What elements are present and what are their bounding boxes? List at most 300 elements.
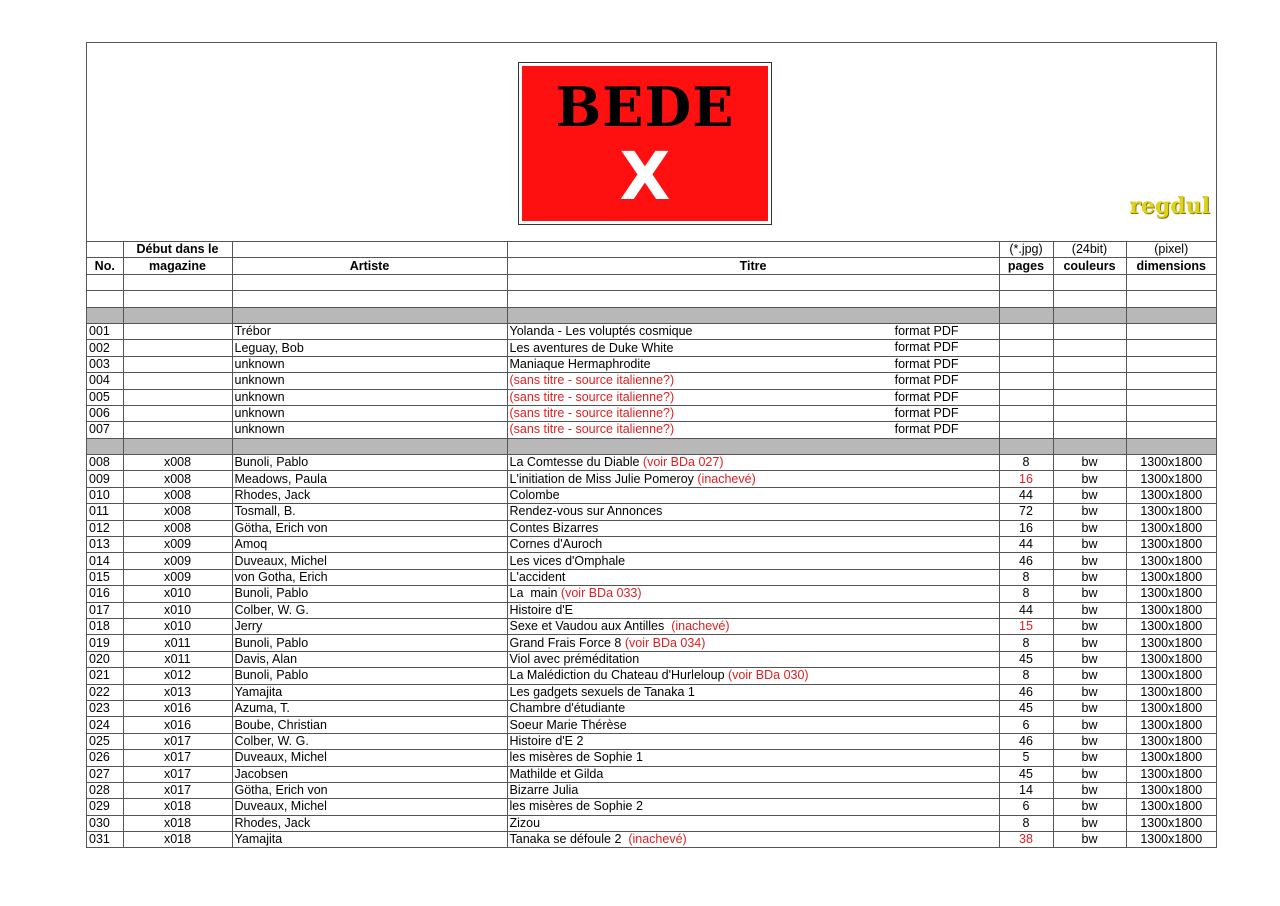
title-text: Mathilde et Gilda	[509, 766, 604, 781]
cell-title	[507, 684, 999, 700]
table-row	[87, 799, 1216, 815]
table-row	[87, 782, 1216, 798]
table-row	[87, 553, 1216, 569]
cell-magazine: x010	[123, 602, 232, 618]
cell-magazine: x018	[123, 799, 232, 815]
cell-artist: Yamajita	[232, 684, 507, 700]
cell-artist: Rhodes, Jack	[232, 487, 507, 503]
table-row	[87, 635, 1216, 651]
cell-no: 009	[87, 471, 123, 487]
cell-artist: Trébor	[232, 323, 507, 339]
empty-cell	[123, 307, 232, 323]
table-row	[87, 717, 1216, 733]
cell-artist: Bunoli, Pablo	[232, 455, 507, 471]
cell-artist: unknown	[232, 373, 507, 389]
title-text: Grand Frais Force 8	[509, 635, 625, 650]
cell-no: 011	[87, 504, 123, 520]
cell-magazine: x017	[123, 766, 232, 782]
cell-title	[507, 766, 999, 782]
cell-title	[507, 618, 999, 634]
cell-dimensions: 1300x1800	[1126, 750, 1216, 766]
title-text: les misères de Sophie 1	[509, 750, 643, 765]
format-label: format PDF	[894, 373, 959, 388]
title-note: (voir BDa 034)	[624, 635, 706, 650]
cell-no: 007	[87, 422, 123, 438]
cell-magazine: x018	[123, 815, 232, 831]
cell-artist: Bunoli, Pablo	[232, 668, 507, 684]
logo-title: BEDE	[555, 75, 735, 139]
cell-dimensions: 1300x1800	[1126, 651, 1216, 667]
cell-magazine	[123, 340, 232, 356]
empty-cell	[1126, 274, 1216, 290]
cell-no: 005	[87, 389, 123, 405]
cell-colors: bw	[1053, 766, 1126, 782]
cell-dimensions: 1300x1800	[1126, 733, 1216, 749]
cell-magazine: x008	[123, 520, 232, 536]
cell-magazine: x018	[123, 832, 232, 848]
table-row	[87, 504, 1216, 520]
cell-no: 017	[87, 602, 123, 618]
cell-pages: 6	[999, 717, 1053, 733]
cell-no: 004	[87, 373, 123, 389]
empty-cell	[1053, 438, 1126, 454]
empty-cell	[87, 291, 123, 307]
cell-artist: Bunoli, Pablo	[232, 635, 507, 651]
cell-colors: bw	[1053, 455, 1126, 471]
cell-dimensions: 1300x1800	[1126, 553, 1216, 569]
format-label: format PDF	[894, 405, 959, 420]
cell-artist: Boube, Christian	[232, 717, 507, 733]
header-artist	[232, 242, 507, 258]
cell-magazine: x016	[123, 717, 232, 733]
cell-dimensions: 1300x1800	[1126, 700, 1216, 716]
format-label: format PDF	[894, 323, 959, 338]
cell-dimensions: 1300x1800	[1126, 717, 1216, 733]
title-text: La Malédiction du Chateau d'Hurleloup	[509, 668, 728, 683]
header-no: No.	[87, 258, 123, 274]
cell-pages: 44	[999, 537, 1053, 553]
cell-dimensions: 1300x1800	[1126, 766, 1216, 782]
cell-magazine: x009	[123, 553, 232, 569]
cell-no: 025	[87, 733, 123, 749]
title-text: (sans titre - source italienne?)	[509, 406, 675, 421]
empty-cell	[507, 274, 999, 290]
empty-cell	[87, 438, 123, 454]
cell-dimensions: 1300x1800	[1126, 487, 1216, 503]
cell-pages: 46	[999, 553, 1053, 569]
cell-artist: Bunoli, Pablo	[232, 586, 507, 602]
cell-dimensions: 1300x1800	[1126, 815, 1216, 831]
cell-title	[507, 487, 999, 503]
cell-colors: bw	[1053, 520, 1126, 536]
cell-title	[507, 455, 999, 471]
cell-magazine: x011	[123, 635, 232, 651]
title-text: Histoire d'E 2	[509, 733, 584, 748]
cell-colors: bw	[1053, 750, 1126, 766]
cell-artist: von Gotha, Erich	[232, 569, 507, 585]
table-row	[87, 569, 1216, 585]
table-row	[87, 602, 1216, 618]
cell-magazine: x011	[123, 651, 232, 667]
empty-cell	[1053, 307, 1126, 323]
cell-pages: 45	[999, 651, 1053, 667]
cell-colors: bw	[1053, 569, 1126, 585]
table-row	[87, 520, 1216, 536]
cell-no: 016	[87, 586, 123, 602]
table-row	[87, 340, 1216, 356]
header-dimensions: dimensions	[1126, 258, 1216, 274]
header-magazine: magazine	[123, 258, 232, 274]
cell-title	[507, 799, 999, 815]
cell-colors	[1053, 373, 1126, 389]
cell-artist: Meadows, Paula	[232, 471, 507, 487]
header-dimensions: (pixel)	[1126, 242, 1216, 258]
cell-title	[507, 405, 999, 421]
cell-colors	[1053, 422, 1126, 438]
empty-cell	[123, 291, 232, 307]
empty-cell	[999, 307, 1053, 323]
cell-dimensions: 1300x1800	[1126, 471, 1216, 487]
cell-title	[507, 323, 999, 339]
table-row	[87, 618, 1216, 634]
table-row	[87, 323, 1216, 339]
cell-dimensions: 1300x1800	[1126, 635, 1216, 651]
cell-colors: bw	[1053, 815, 1126, 831]
cell-colors: bw	[1053, 799, 1126, 815]
cell-no: 024	[87, 717, 123, 733]
cell-dimensions	[1126, 373, 1216, 389]
cell-colors: bw	[1053, 586, 1126, 602]
title-text: Les aventures de Duke White	[509, 340, 674, 355]
empty-cell	[232, 307, 507, 323]
format-label: format PDF	[894, 422, 959, 437]
table-row	[87, 373, 1216, 389]
title-text: Tanaka se défoule 2	[509, 832, 629, 847]
cell-artist: Amoq	[232, 537, 507, 553]
cell-title	[507, 569, 999, 585]
cell-artist: Götha, Erich von	[232, 782, 507, 798]
cell-colors: bw	[1053, 668, 1126, 684]
cell-artist: Jerry	[232, 618, 507, 634]
cell-no: 028	[87, 782, 123, 798]
title-note: (voir BDa 033)	[560, 586, 642, 601]
title-text: (sans titre - source italienne?)	[509, 373, 675, 388]
cell-magazine: x010	[123, 618, 232, 634]
cell-dimensions: 1300x1800	[1126, 586, 1216, 602]
cell-dimensions: 1300x1800	[1126, 569, 1216, 585]
cell-artist: Götha, Erich von	[232, 520, 507, 536]
cell-pages: 6	[999, 799, 1053, 815]
title-text: (sans titre - source italienne?)	[509, 389, 675, 404]
title-text: Cornes d'Auroch	[509, 537, 603, 552]
cell-artist: Duveaux, Michel	[232, 553, 507, 569]
cell-pages: 16	[999, 520, 1053, 536]
empty-cell	[999, 291, 1053, 307]
cell-no: 014	[87, 553, 123, 569]
title-text: Viol avec préméditation	[509, 651, 640, 666]
table-row	[87, 422, 1216, 438]
title-text: (sans titre - source italienne?)	[509, 422, 675, 437]
title-text: Chambre d'étudiante	[509, 701, 626, 716]
cell-colors	[1053, 340, 1126, 356]
cell-pages: 72	[999, 504, 1053, 520]
cell-artist: Colber, W. G.	[232, 602, 507, 618]
cell-colors: bw	[1053, 553, 1126, 569]
cell-pages: 44	[999, 602, 1053, 618]
cell-dimensions: 1300x1800	[1126, 782, 1216, 798]
cell-magazine	[123, 389, 232, 405]
empty-cell	[507, 438, 999, 454]
cell-pages: 45	[999, 700, 1053, 716]
table-row	[87, 356, 1216, 372]
empty-cell	[1053, 291, 1126, 307]
cell-colors: bw	[1053, 684, 1126, 700]
cell-artist: Yamajita	[232, 832, 507, 848]
title-note: (inachevé)	[628, 832, 687, 847]
cell-dimensions: 1300x1800	[1126, 537, 1216, 553]
title-text: Contes Bizarres	[509, 520, 599, 535]
title-text: Maniaque Hermaphrodite	[509, 356, 651, 371]
table-row	[87, 487, 1216, 503]
catalog-table	[87, 242, 1216, 847]
cell-no: 001	[87, 323, 123, 339]
header-no	[87, 242, 123, 258]
cell-no: 023	[87, 700, 123, 716]
cell-no: 026	[87, 750, 123, 766]
cell-title	[507, 520, 999, 536]
table-row	[87, 651, 1216, 667]
cell-artist: Davis, Alan	[232, 651, 507, 667]
cell-colors	[1053, 356, 1126, 372]
cell-no: 020	[87, 651, 123, 667]
cell-dimensions: 1300x1800	[1126, 455, 1216, 471]
table-row	[87, 471, 1216, 487]
cell-title	[507, 373, 999, 389]
cell-no: 006	[87, 405, 123, 421]
cell-magazine: x017	[123, 733, 232, 749]
cell-title	[507, 471, 999, 487]
empty-cell	[87, 274, 123, 290]
cell-colors: bw	[1053, 504, 1126, 520]
cell-artist: Tosmall, B.	[232, 504, 507, 520]
cell-title	[507, 651, 999, 667]
empty-cell	[123, 274, 232, 290]
cell-pages: 8	[999, 586, 1053, 602]
cell-artist: Leguay, Bob	[232, 340, 507, 356]
cell-no: 012	[87, 520, 123, 536]
empty-cell	[999, 438, 1053, 454]
cell-title	[507, 733, 999, 749]
cell-pages: 46	[999, 684, 1053, 700]
cell-colors: bw	[1053, 782, 1126, 798]
cell-magazine: x012	[123, 668, 232, 684]
cell-magazine: x017	[123, 750, 232, 766]
table-row	[87, 766, 1216, 782]
cell-title	[507, 537, 999, 553]
header-title: Titre	[507, 258, 999, 274]
cell-artist: Duveaux, Michel	[232, 750, 507, 766]
cell-pages: 8	[999, 815, 1053, 831]
table-row	[87, 405, 1216, 421]
cell-title	[507, 504, 999, 520]
header-pages: (*.jpg)	[999, 242, 1053, 258]
cell-dimensions: 1300x1800	[1126, 602, 1216, 618]
empty-cell	[232, 438, 507, 454]
cell-colors: bw	[1053, 618, 1126, 634]
cell-artist: unknown	[232, 389, 507, 405]
cell-magazine: x008	[123, 455, 232, 471]
cell-colors: bw	[1053, 602, 1126, 618]
empty-cell	[1126, 438, 1216, 454]
cell-magazine: x013	[123, 684, 232, 700]
cell-pages	[999, 356, 1053, 372]
cell-dimensions	[1126, 356, 1216, 372]
bede-x-logo	[518, 62, 772, 225]
cell-magazine: x008	[123, 487, 232, 503]
title-note: (inachevé)	[671, 619, 730, 634]
cell-dimensions	[1126, 340, 1216, 356]
cell-magazine: x010	[123, 586, 232, 602]
cell-colors: bw	[1053, 700, 1126, 716]
table-row	[87, 389, 1216, 405]
header-title	[507, 242, 999, 258]
cell-pages: 38	[999, 832, 1053, 848]
empty-cell	[87, 307, 123, 323]
format-label: format PDF	[894, 356, 959, 371]
cell-magazine	[123, 422, 232, 438]
cell-pages	[999, 422, 1053, 438]
empty-cell	[1053, 274, 1126, 290]
header-row2	[87, 258, 1216, 274]
cell-title	[507, 602, 999, 618]
cell-no: 027	[87, 766, 123, 782]
table-row	[87, 586, 1216, 602]
cell-dimensions: 1300x1800	[1126, 799, 1216, 815]
cell-pages: 8	[999, 635, 1053, 651]
cell-artist: Colber, W. G.	[232, 733, 507, 749]
cell-magazine: x009	[123, 569, 232, 585]
cell-dimensions: 1300x1800	[1126, 832, 1216, 848]
cell-pages: 8	[999, 569, 1053, 585]
empty-row	[87, 291, 1216, 307]
title-note: (voir BDa 030)	[728, 668, 809, 683]
cell-no: 013	[87, 537, 123, 553]
title-text: Les gadgets sexuels de Tanaka 1	[509, 684, 695, 699]
table-row	[87, 684, 1216, 700]
cell-artist: Duveaux, Michel	[232, 799, 507, 815]
cell-colors: bw	[1053, 733, 1126, 749]
cell-no: 029	[87, 799, 123, 815]
cell-no: 018	[87, 618, 123, 634]
cell-magazine	[123, 323, 232, 339]
cell-title	[507, 815, 999, 831]
cell-dimensions	[1126, 389, 1216, 405]
empty-cell	[1126, 307, 1216, 323]
cell-no: 010	[87, 487, 123, 503]
cell-dimensions: 1300x1800	[1126, 668, 1216, 684]
cell-title	[507, 586, 999, 602]
header-magazine: Début dans le	[123, 242, 232, 258]
cell-magazine: x017	[123, 782, 232, 798]
title-text: Histoire d'E	[509, 602, 574, 617]
empty-cell	[999, 274, 1053, 290]
table-row	[87, 832, 1216, 848]
title-text: Zizou	[509, 815, 541, 830]
title-text: Rendez-vous sur Annonces	[509, 504, 663, 519]
cell-pages	[999, 323, 1053, 339]
cell-artist: Jacobsen	[232, 766, 507, 782]
title-text: La Comtesse du Diable	[509, 455, 643, 470]
title-text: L'accident	[509, 570, 566, 584]
cell-dimensions: 1300x1800	[1126, 504, 1216, 520]
separator-row	[87, 307, 1216, 323]
separator-row	[87, 438, 1216, 454]
cell-colors	[1053, 389, 1126, 405]
cell-colors: bw	[1053, 487, 1126, 503]
cell-title	[507, 389, 999, 405]
cell-colors: bw	[1053, 635, 1126, 651]
title-text: Colombe	[509, 488, 560, 503]
title-text: Yolanda - Les voluptés cosmique	[509, 324, 693, 339]
cell-pages: 15	[999, 618, 1053, 634]
cell-artist: unknown	[232, 356, 507, 372]
cell-dimensions: 1300x1800	[1126, 684, 1216, 700]
cell-pages: 14	[999, 782, 1053, 798]
title-text: L'initiation de Miss Julie Pomeroy	[509, 471, 698, 486]
cell-colors: bw	[1053, 537, 1126, 553]
cell-dimensions: 1300x1800	[1126, 520, 1216, 536]
cell-pages	[999, 405, 1053, 421]
title-text: les misères de Sophie 2	[509, 799, 643, 814]
title-note: (voir BDa 027)	[642, 455, 724, 470]
cell-pages	[999, 340, 1053, 356]
cell-magazine	[123, 373, 232, 389]
header-colors: couleurs	[1053, 258, 1126, 274]
cell-title	[507, 635, 999, 651]
cell-no: 031	[87, 832, 123, 848]
cell-colors	[1053, 405, 1126, 421]
table-row	[87, 537, 1216, 553]
title-text: Sexe et Vaudou aux Antilles	[509, 619, 672, 634]
table-row	[87, 668, 1216, 684]
cell-dimensions	[1126, 422, 1216, 438]
cell-magazine: x008	[123, 504, 232, 520]
cell-title	[507, 832, 999, 848]
title-text: Bizarre Julia	[509, 783, 579, 798]
cell-colors: bw	[1053, 651, 1126, 667]
cell-colors: bw	[1053, 832, 1126, 848]
title-text: La main	[509, 586, 561, 601]
cell-dimensions	[1126, 405, 1216, 421]
table-row	[87, 750, 1216, 766]
catalog-sheet	[86, 42, 1217, 848]
table-row	[87, 733, 1216, 749]
cell-no: 022	[87, 684, 123, 700]
cell-title	[507, 422, 999, 438]
cell-pages: 45	[999, 766, 1053, 782]
regdul-watermark: regdul	[1129, 193, 1210, 219]
table-row	[87, 455, 1216, 471]
cell-magazine: x009	[123, 537, 232, 553]
format-label: format PDF	[894, 389, 959, 404]
cell-no: 019	[87, 635, 123, 651]
banner	[87, 43, 1216, 242]
logo-x: X	[619, 138, 671, 215]
cell-pages: 46	[999, 733, 1053, 749]
cell-magazine: x016	[123, 700, 232, 716]
cell-title	[507, 700, 999, 716]
cell-magazine: x008	[123, 471, 232, 487]
